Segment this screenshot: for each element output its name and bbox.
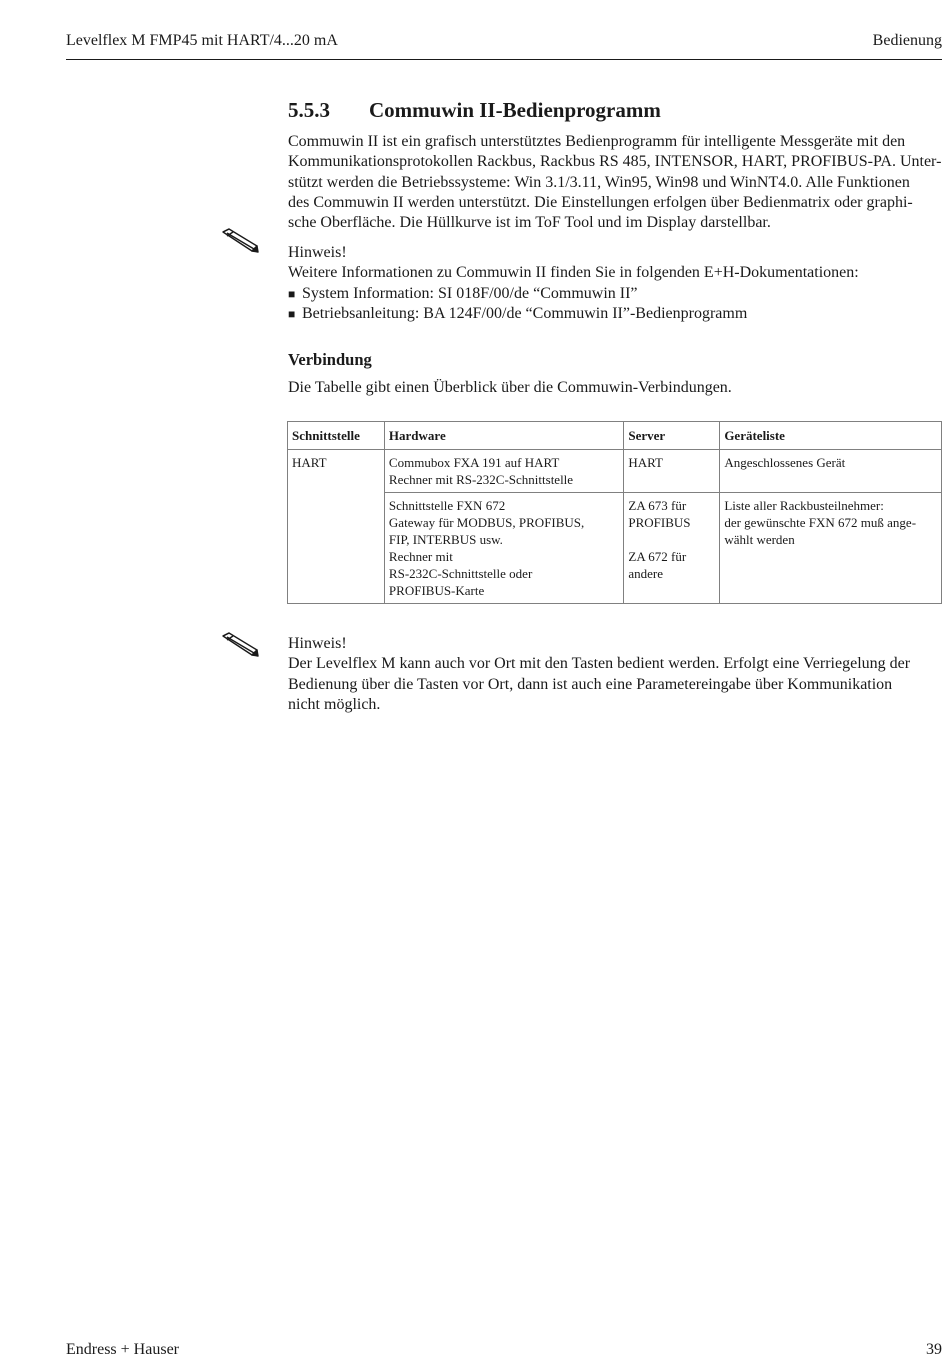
intro-paragraph	[288, 132, 942, 233]
note-line: Bedienung über die Tasten vor Ort, dann ist auch eine Parametereingabe über Kommunikation	[288, 675, 893, 693]
section-heading	[288, 98, 661, 123]
cell-line: andere	[628, 566, 664, 581]
column-header: Server	[624, 422, 720, 450]
note-text: Weitere Informationen zu Commuwin II finden Sie in folgenden E+H-Dokumentationen:	[288, 264, 859, 282]
note-title: Hinweis!	[288, 244, 347, 261]
table-row	[288, 493, 942, 604]
column-header: Hardware	[384, 422, 623, 450]
cell-line: wählt werden	[724, 532, 795, 547]
verbindung-text: Die Tabelle gibt einen Überblick über die Commuwin-Verbindungen.	[288, 379, 732, 396]
list-item-text: Betriebsanleitung: BA 124F/00/de “Commuwin II”-Bedienprogramm	[302, 304, 748, 322]
list-item	[288, 284, 942, 304]
subsection-heading: Verbindung	[288, 350, 372, 369]
running-header-section: Bedienung	[872, 32, 942, 49]
note-title: Hinweis!	[288, 635, 347, 652]
cell-line: HART	[628, 455, 663, 470]
cell-line: ZA 672 für	[628, 549, 687, 564]
cell-line: der gewünschte FXN 672 muß ange-	[724, 515, 917, 530]
table-row	[288, 450, 942, 493]
note-line: nicht möglich.	[288, 695, 381, 713]
pencil-icon	[219, 632, 259, 663]
server-cell	[624, 450, 720, 493]
note-line: Der Levelflex M kann auch vor Ort mit den Tasten bedient werden. Erfolgt eine Verriegelung der	[288, 655, 911, 673]
cell-line: Gateway für MODBUS, PROFIBUS,	[388, 515, 585, 530]
section-title: Commuwin II-Bedienprogramm	[369, 98, 661, 122]
devices-cell	[720, 450, 942, 493]
intro-line: des Commuwin II werden unterstützt. Die Einstellungen erfolgen über Bedienmatrix oder graphi-	[288, 193, 913, 211]
column-header: Schnittstelle	[288, 422, 385, 450]
page-number: 39	[926, 1341, 942, 1358]
bullet-icon: ■	[288, 286, 296, 301]
running-header-title: Levelflex M FMP45 mit HART/4...20 mA	[66, 32, 338, 49]
note-text	[288, 654, 942, 715]
cell-line: Liste aller Rackbusteilnehmer:	[724, 498, 884, 513]
list-item-text: System Information: SI 018F/00/de “Commuwin II”	[302, 284, 638, 302]
list-item	[288, 304, 942, 324]
cell-line: Rechner mit RS-232C-Schnittstelle	[388, 472, 574, 487]
verbindung-section	[288, 350, 942, 398]
note-bullet-list	[288, 284, 942, 325]
cell-line: Rechner mit	[388, 549, 453, 564]
table-header-row	[288, 422, 942, 450]
cell-line: RS-232C-Schnittstelle oder	[388, 566, 533, 581]
intro-line: Commuwin II ist ein grafisch unterstütztes Bedienprogramm für intelligente Messgeräte mit den	[288, 133, 906, 150]
server-cell	[624, 493, 720, 604]
cell-line: ZA 673 für	[628, 498, 687, 513]
section-number: 5.5.3	[288, 98, 330, 122]
intro-line: stützt werden die Betriebssysteme: Win 3.1/3.11, Win95, Win98 und WinNT4.0. Alle Funktionen	[288, 173, 910, 191]
cell-line: PROFIBUS-Karte	[388, 583, 485, 598]
connection-table	[287, 421, 942, 604]
cell-line: Schnittstelle FXN 672	[388, 498, 506, 513]
header-rule	[66, 59, 942, 60]
hardware-cell	[384, 450, 623, 493]
column-header: Geräteliste	[720, 422, 942, 450]
cell-line: Angeschlossenes Gerät	[724, 455, 846, 470]
devices-cell	[720, 493, 942, 604]
footer-publisher: Endress + Hauser	[66, 1341, 179, 1358]
pencil-icon	[219, 228, 259, 259]
cell-line: PROFIBUS	[628, 515, 691, 530]
cell-line: Commubox FXA 191 auf HART	[388, 455, 560, 470]
cell-line: FIP, INTERBUS usw.	[388, 532, 503, 547]
cell-line	[628, 531, 715, 548]
hardware-cell	[384, 493, 623, 604]
bullet-icon: ■	[288, 306, 296, 321]
intro-line: sche Oberfläche. Die Hüllkurve ist im ToF Tool und im Display darstellbar.	[288, 214, 771, 232]
intro-line: Kommunikationsprotokollen Rackbus, Rackbus RS 485, INTENSOR, HART, PROFIBUS-PA. Unter-	[288, 153, 942, 171]
note-block	[288, 243, 942, 324]
note-block	[288, 634, 942, 715]
interface-cell: HART	[288, 450, 385, 604]
